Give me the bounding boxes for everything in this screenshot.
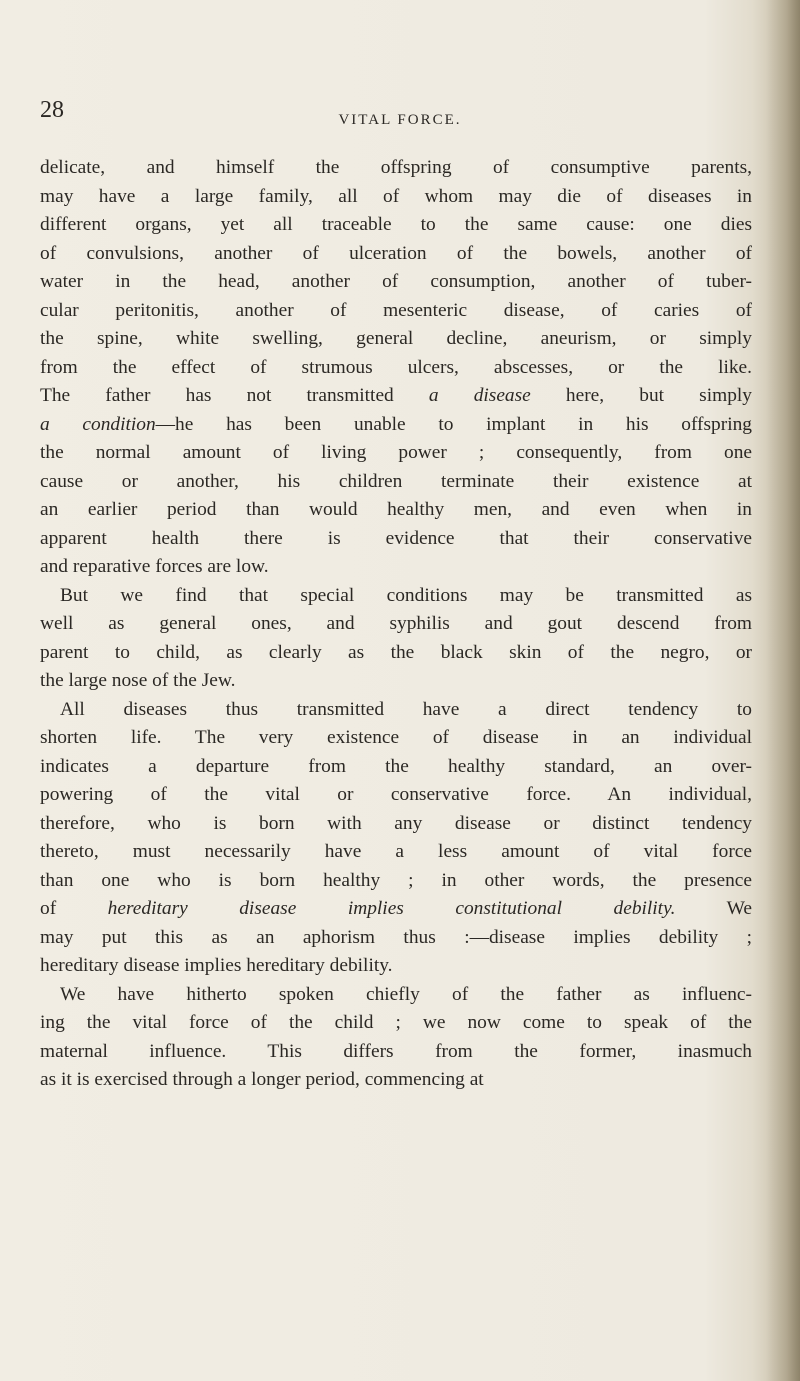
page-number: 28	[40, 97, 64, 123]
text-line: as it is exercised through a longer period, commencing at	[40, 1069, 484, 1090]
text-line: thereto, must necessarily have a less amount of vital force	[40, 841, 752, 862]
text-line: cause or another, his children terminate their existence at	[40, 470, 752, 492]
text-line: maternal influence. This differs from the former, inasmuch	[40, 1040, 752, 1062]
paragraph-1	[40, 154, 752, 582]
text-line: shorten life. The very existence of disease in an individual	[40, 727, 752, 748]
text-line: But we find that special conditions may be transmitted as	[60, 584, 752, 606]
page-edge-shadow	[766, 0, 800, 1381]
text-line: different organs, yet all traceable to the same cause: one dies	[40, 214, 752, 235]
text-line: than one who is born healthy ; in other words, the presence	[40, 869, 752, 891]
text-line: powering of the vital or conservative force. An individual,	[40, 784, 752, 805]
text-line: the spine, white swelling, general decline, aneurism, or simply	[40, 328, 752, 349]
text-line: well as general ones, and syphilis and gout descend from	[40, 613, 752, 634]
text-line: parent to child, as clearly as the black skin of the negro, or	[40, 641, 752, 663]
text-line: apparent health there is evidence that their conservative	[40, 527, 752, 549]
text-line: delicate, and himself the offspring of consumptive parents,	[40, 157, 752, 178]
text-line: the normal amount of living power ; consequently, from one	[40, 442, 752, 463]
text-line: of convulsions, another of ulceration of the bowels, another of	[40, 242, 752, 264]
text-line: of hereditary disease implies constitutional debility. We	[40, 898, 752, 919]
text-line: water in the head, another of consumption, another of tuber-	[40, 271, 752, 292]
paragraph-4	[40, 981, 752, 1095]
text-line: ing the vital force of the child ; we now come to speak of the	[40, 1012, 752, 1033]
text-line: therefore, who is born with any disease or distinct tendency	[40, 812, 752, 834]
paragraph-2	[40, 582, 752, 696]
text-line: We have hitherto spoken chiefly of the father as influenc-	[60, 983, 752, 1005]
text-line: an earlier period than would healthy men, and even when in	[40, 499, 752, 520]
text-line: cular peritonitis, another of mesenteric disease, of caries of	[40, 299, 752, 321]
text-line: a condition—he has been unable to implant in his offspring	[40, 413, 752, 435]
text-line: All diseases thus transmitted have a direct tendency to	[60, 698, 752, 720]
text-line: indicates a departure from the healthy standard, an over-	[40, 755, 752, 777]
paragraph-3	[40, 696, 752, 981]
text-line: and reparative forces are low.	[40, 556, 269, 577]
text-line: the large nose of the Jew.	[40, 670, 236, 691]
text-line: from the effect of strumous ulcers, abscesses, or the like.	[40, 356, 752, 378]
text-line: hereditary disease implies hereditary debility.	[40, 955, 393, 976]
body-text	[40, 154, 752, 1095]
text-line: The father has not transmitted a disease here, but simply	[40, 385, 752, 406]
running-head: VITAL FORCE.	[338, 112, 462, 128]
text-line: may have a large family, all of whom may die of diseases in	[40, 185, 752, 207]
text-line: may put this as an aphorism thus :—disease implies debility ;	[40, 926, 752, 948]
